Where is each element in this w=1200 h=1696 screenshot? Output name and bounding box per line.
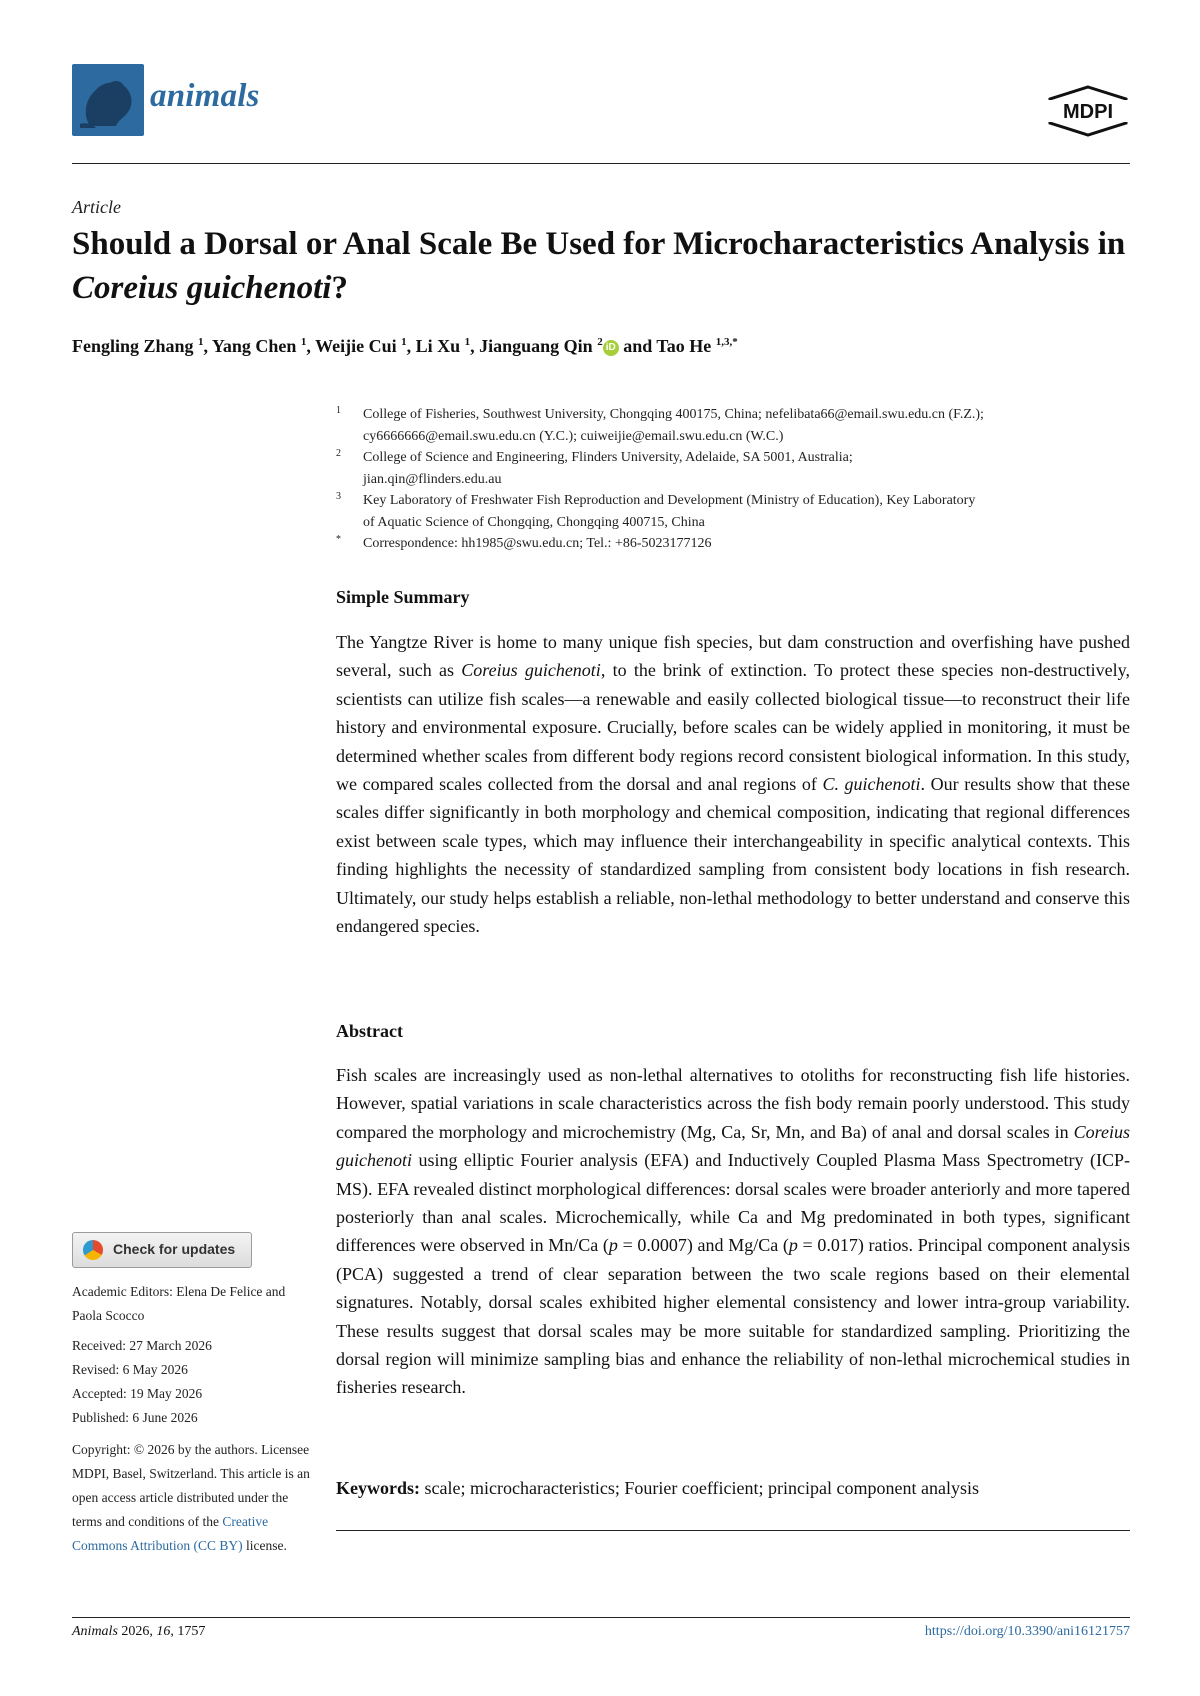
affiliation: 2 College of Science and Engineering, Flinders University, Adelaide, SA 5001, Australia; jian.qin@flinders.edu.au — [336, 448, 853, 487]
author[interactable]: Jianguang Qin $^2$ — [479, 336, 603, 356]
affiliation: 3 Key Laboratory of Freshwater Fish Reproduction and Development (Ministry of Education), Key Laboratory of Aquatic Science of Chongqing, Chongqing 400715, China — [336, 491, 976, 530]
title-end: ? — [331, 270, 348, 306]
simple-summary-heading: Simple Summary — [336, 587, 470, 607]
abstract-text: Fish scales are increasingly used as non-lethal alternatives to otoliths for reconstructing fish life histories. However, spatial variations in scale characteristics across the fish body remain poorly understood. This study compared the morphology and microchemistry (Mg, Ca, Sr, Mn, and Ba) of anal and dorsal scales in Coreius guichenoti using elliptic Fourier analysis (EFA) and Inductively Coupled Plasma Mass Spectrometry (ICP-MS). EFA revealed distinct morphological differences: dorsal scales were broader anteriorly and more tapered posteriorly than anal scales. Microchemically, while Ca and Mg predominated in both types, significant differences were observed in Mn/Ca (p = 0.0007) and Mg/Ca (p = 0.017) ratios. Principal component analysis (PCA) suggested a trend of clear separation between the two scale regions based on their elemental signatures. Notably, dorsal scales exhibited higher elemental consistency and lower intra-group variability. These results suggest that dorsal scales may be more suitable for standardized sampling. Prioritizing the dorsal region will minimize sampling bias and enhance the reliability of non-lethal microchemical studies in fisheries research. — [336, 1065, 1130, 1398]
header-divider — [72, 163, 1130, 164]
monkey-logo-icon — [72, 64, 144, 136]
author[interactable]: Weijie Cui $^1$ — [315, 336, 407, 356]
author-list: Fengling Zhang $^1$, Yang Chen $^1$, Weijie Cui $^1$, Li Xu $^1$, Jianguang Qin $^2$ iD and Tao He $^{1,3,*}$ — [72, 336, 738, 356]
check-updates-icon — [83, 1240, 103, 1260]
revised-date: Revised: 6 May 2026 — [72, 1362, 188, 1377]
author[interactable]: Tao He $^{1,3,*}$ — [656, 336, 738, 356]
keywords-label: Keywords: — [336, 1478, 420, 1498]
mdpi-logo-icon — [1046, 85, 1130, 137]
author[interactable]: Fengling Zhang $^1$ — [72, 336, 204, 356]
keywords-divider — [336, 1530, 1130, 1531]
orcid-icon[interactable]: iD — [603, 340, 619, 356]
check-updates-label: Check for updates — [113, 1241, 236, 1257]
citation: Animals 2026, 16, 1757 — [72, 1624, 206, 1639]
academic-editors: Academic Editors: Elena De Felice and Paola Scocco — [72, 1284, 286, 1323]
journal-logo — [72, 64, 144, 136]
title-part: Should a Dorsal or Anal Scale Be Used for Microcharacteristics Analysis in — [72, 226, 1126, 262]
title-species: Coreius guichenoti — [72, 270, 332, 306]
accepted-date: Accepted: 19 May 2026 — [72, 1386, 203, 1401]
published-date: Published: 6 June 2026 — [72, 1410, 198, 1425]
affiliations — [336, 404, 1136, 555]
check-for-updates-button[interactable] — [72, 1232, 252, 1268]
abstract-heading: Abstract — [336, 1021, 403, 1041]
affiliation: 1 College of Fisheries, Southwest University, Chongqing 400175, China; nefelibata66@email.swu.edu.cn (F.Z.); cy6666666@email.swu.edu.cn (Y.C.); cuiweijie@email.swu.edu.cn (W.C.) — [336, 405, 984, 444]
author[interactable]: Li Xu $^1$ — [415, 336, 471, 356]
publisher-name: MDPI — [1063, 101, 1113, 123]
author[interactable]: Yang Chen $^1$ — [211, 336, 307, 356]
simple-summary-text: The Yangtze River is home to many unique fish species, but dam construction and overfishing have pushed several, such as Coreius guichenoti, to the brink of extinction. To protect these species non-destructively, scientists can utilize fish scales—a renewable and easily collected biological tissue—to reconstruct their life history and environmental exposure. Crucially, before scales can be widely applied in monitoring, it must be determined whether scales from different body regions record consistent biological information. In this study, we compared scales collected from the dorsal and anal regions of C. guichenoti. Our results show that these scales differ significantly in both morphology and chemical composition, indicating that regional differences exist between scale types, which may influence their interchangeability in specific analytical contexts. This finding highlights the necessity of standardized sampling from consistent body locations in fish research. Ultimately, our study helps establish a reliable, non-lethal methodology to better understand and conserve this endangered species. — [336, 632, 1131, 937]
doi-link[interactable]: https://doi.org/10.3390/ani16121757 — [924, 1624, 1130, 1639]
keywords — [336, 1478, 1130, 1499]
received-date: Received: 27 March 2026 — [72, 1338, 212, 1353]
correspondence: * Correspondence: hh1985@swu.edu.cn; Tel.: +86-5023177126 — [336, 534, 712, 551]
license-link[interactable]: Creative Commons Attribution (CC BY) — [72, 1514, 269, 1553]
journal-name: animals — [150, 78, 260, 114]
article-type: Article — [72, 197, 121, 217]
footer-divider — [72, 1617, 1130, 1618]
page-title — [72, 222, 1130, 310]
authors-and: and — [623, 336, 653, 356]
keywords-text: scale; microcharacteristics; Fourier coefficient; principal component analysis — [420, 1478, 979, 1498]
copyright-notice: Copyright: © 2026 by the authors. Licensee MDPI, Basel, Switzerland. This article is an open access article distributed under the terms and conditions of the Creative Commons Attribution (CC BY) license. — [72, 1442, 310, 1553]
